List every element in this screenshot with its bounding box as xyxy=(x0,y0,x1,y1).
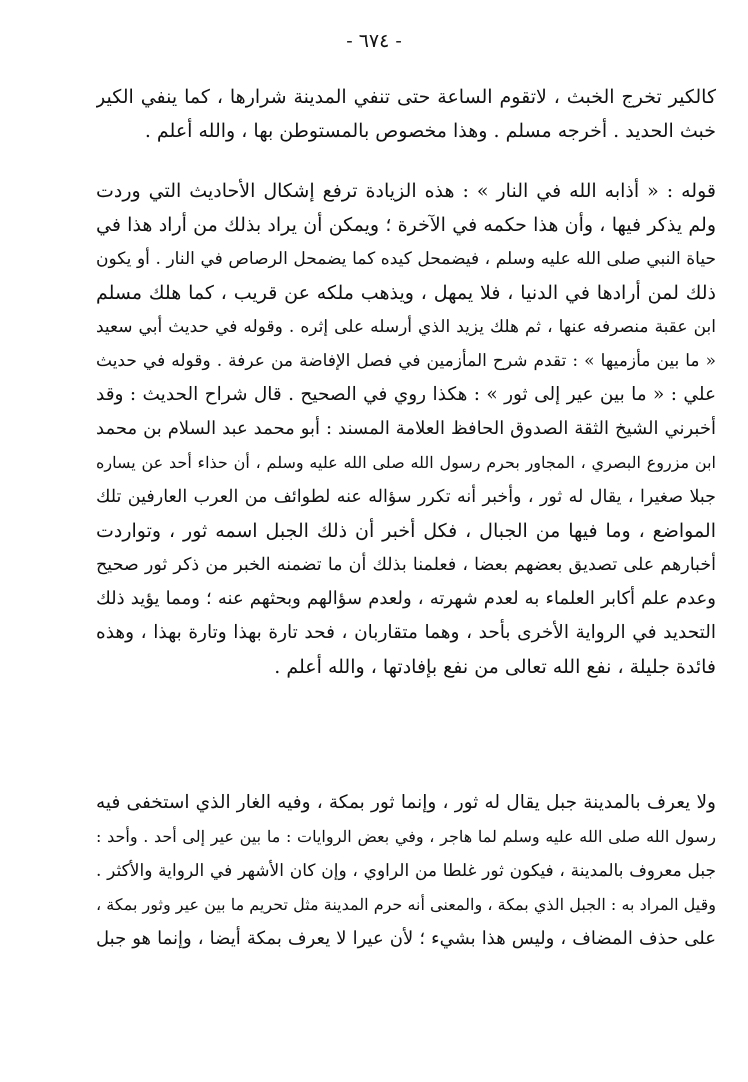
text-line: فائدة جليلة ، نفع الله تعالى من نفع بإفادتها ، والله أعلم . xyxy=(274,656,716,678)
text-line: رسول الله صلى الله عليه وسلم لما هاجر ، وفي بعض الروايات : ما بين عير إلى أحد . وأحد : xyxy=(96,827,716,846)
text-line: جبلا صغيرا ، يقال له ثور ، وأخبر أنه تكرر سؤاله عنه لطوائف من العرب العارفين تلك xyxy=(96,487,716,507)
text-line: وعدم علم أكابر العلماء به لعدم شهرته ، ولعدم سؤالهم وبحثهم عنه ؛ ومما يؤيد ذلك xyxy=(96,588,716,609)
text-line: أخبارهم على تصديق بعضهم بعضا ، فعلمنا بذلك أن ما تضمنه الخبر من ذكر ثور صحيح xyxy=(96,555,716,575)
text-line: « ما بين مأزميها » : تقدم شرح المأزمين في فصل الإفاضة من عرفة . وقوله في حديث xyxy=(96,351,716,371)
paragraph-3 xyxy=(96,786,716,956)
text-line: جبل معروف بالمدينة ، فيكون ثور غلطا من الراوي ، وإن كان الأشهر في الرواية والأكثر . xyxy=(96,861,716,881)
text-line: ابن عقبة منصرفه عنها ، ثم هلك يزيد الذي أرسله على إثره . وقوله في حديث أبي سعيد xyxy=(96,317,716,337)
text-line: ذلك لمن أرادها في الدنيا ، فلا يمهل ، ويذهب ملكه عن قريب ، كما هلك مسلم xyxy=(96,282,716,304)
text-line: على حذف المضاف ، وليس هذا بشيء ؛ لأن عيرا لا يعرف بمكة أيضا ، وإنما هو جبل xyxy=(96,928,716,949)
text-line: ولا يعرف بالمدينة جبل يقال له ثور ، وإنما ثور بمكة ، وفيه الغار الذي استخفى فيه xyxy=(96,792,716,813)
text-line: المواضع ، وما فيها من الجبال ، فكل أخبر أن ذلك الجبل اسمه ثور ، وتواردت xyxy=(96,520,716,542)
text-line: ابن مزروع البصري ، المجاور بحرم رسول الله صلى الله عليه وسلم ، أن حذاء أحد عن يساره xyxy=(96,453,716,472)
text-line: أخبرني الشيخ الثقة الصدوق الحافظ العلامة المسند : أبو محمد عبد السلام بن محمد xyxy=(96,418,716,439)
text-line: قوله : « أذابه الله في النار » : هذه الزيادة ترفع إشكال الأحاديث التي وردت xyxy=(96,180,716,202)
text-line: كالكير تخرج الخبث ، لاتقوم الساعة حتى تنفي المدينة شرارها ، كما ينفي الكير xyxy=(96,86,716,108)
text-line: التحديد في الرواية الأخرى بأحد ، وهما متقاربان ، فحد تارة بهذا وتارة بهذا ، وهذه xyxy=(96,622,716,643)
paragraph-1 xyxy=(96,80,716,148)
text-line: ولم يذكر فيها ، وأن هذا حكمه في الآخرة ؛ ويمكن أن يراد بذلك من أراد هذا في xyxy=(96,214,716,236)
page-number: - ٦٧٤ - xyxy=(346,30,402,52)
paragraph-2 xyxy=(96,174,716,684)
text-line: خبث الحديد . أخرجه مسلم . وهذا مخصوص بالمستوطن بها ، والله أعلم . xyxy=(144,120,716,142)
text-line: وقيل المراد به : الجبل الذي بمكة ، والمعنى أنه حرم المدينة مثل تحريم ما بين عير وثور بمكة ، xyxy=(96,895,716,914)
text-line: علي : « ما بين عير إلى ثور » : هكذا روي في الصحيح . قال شراح الحديث : وقد xyxy=(96,384,716,405)
text-line: حياة النبي صلى الله عليه وسلم ، فيضمحل كيده كما يضمحل الرصاص في النار . أو يكون xyxy=(96,249,716,269)
